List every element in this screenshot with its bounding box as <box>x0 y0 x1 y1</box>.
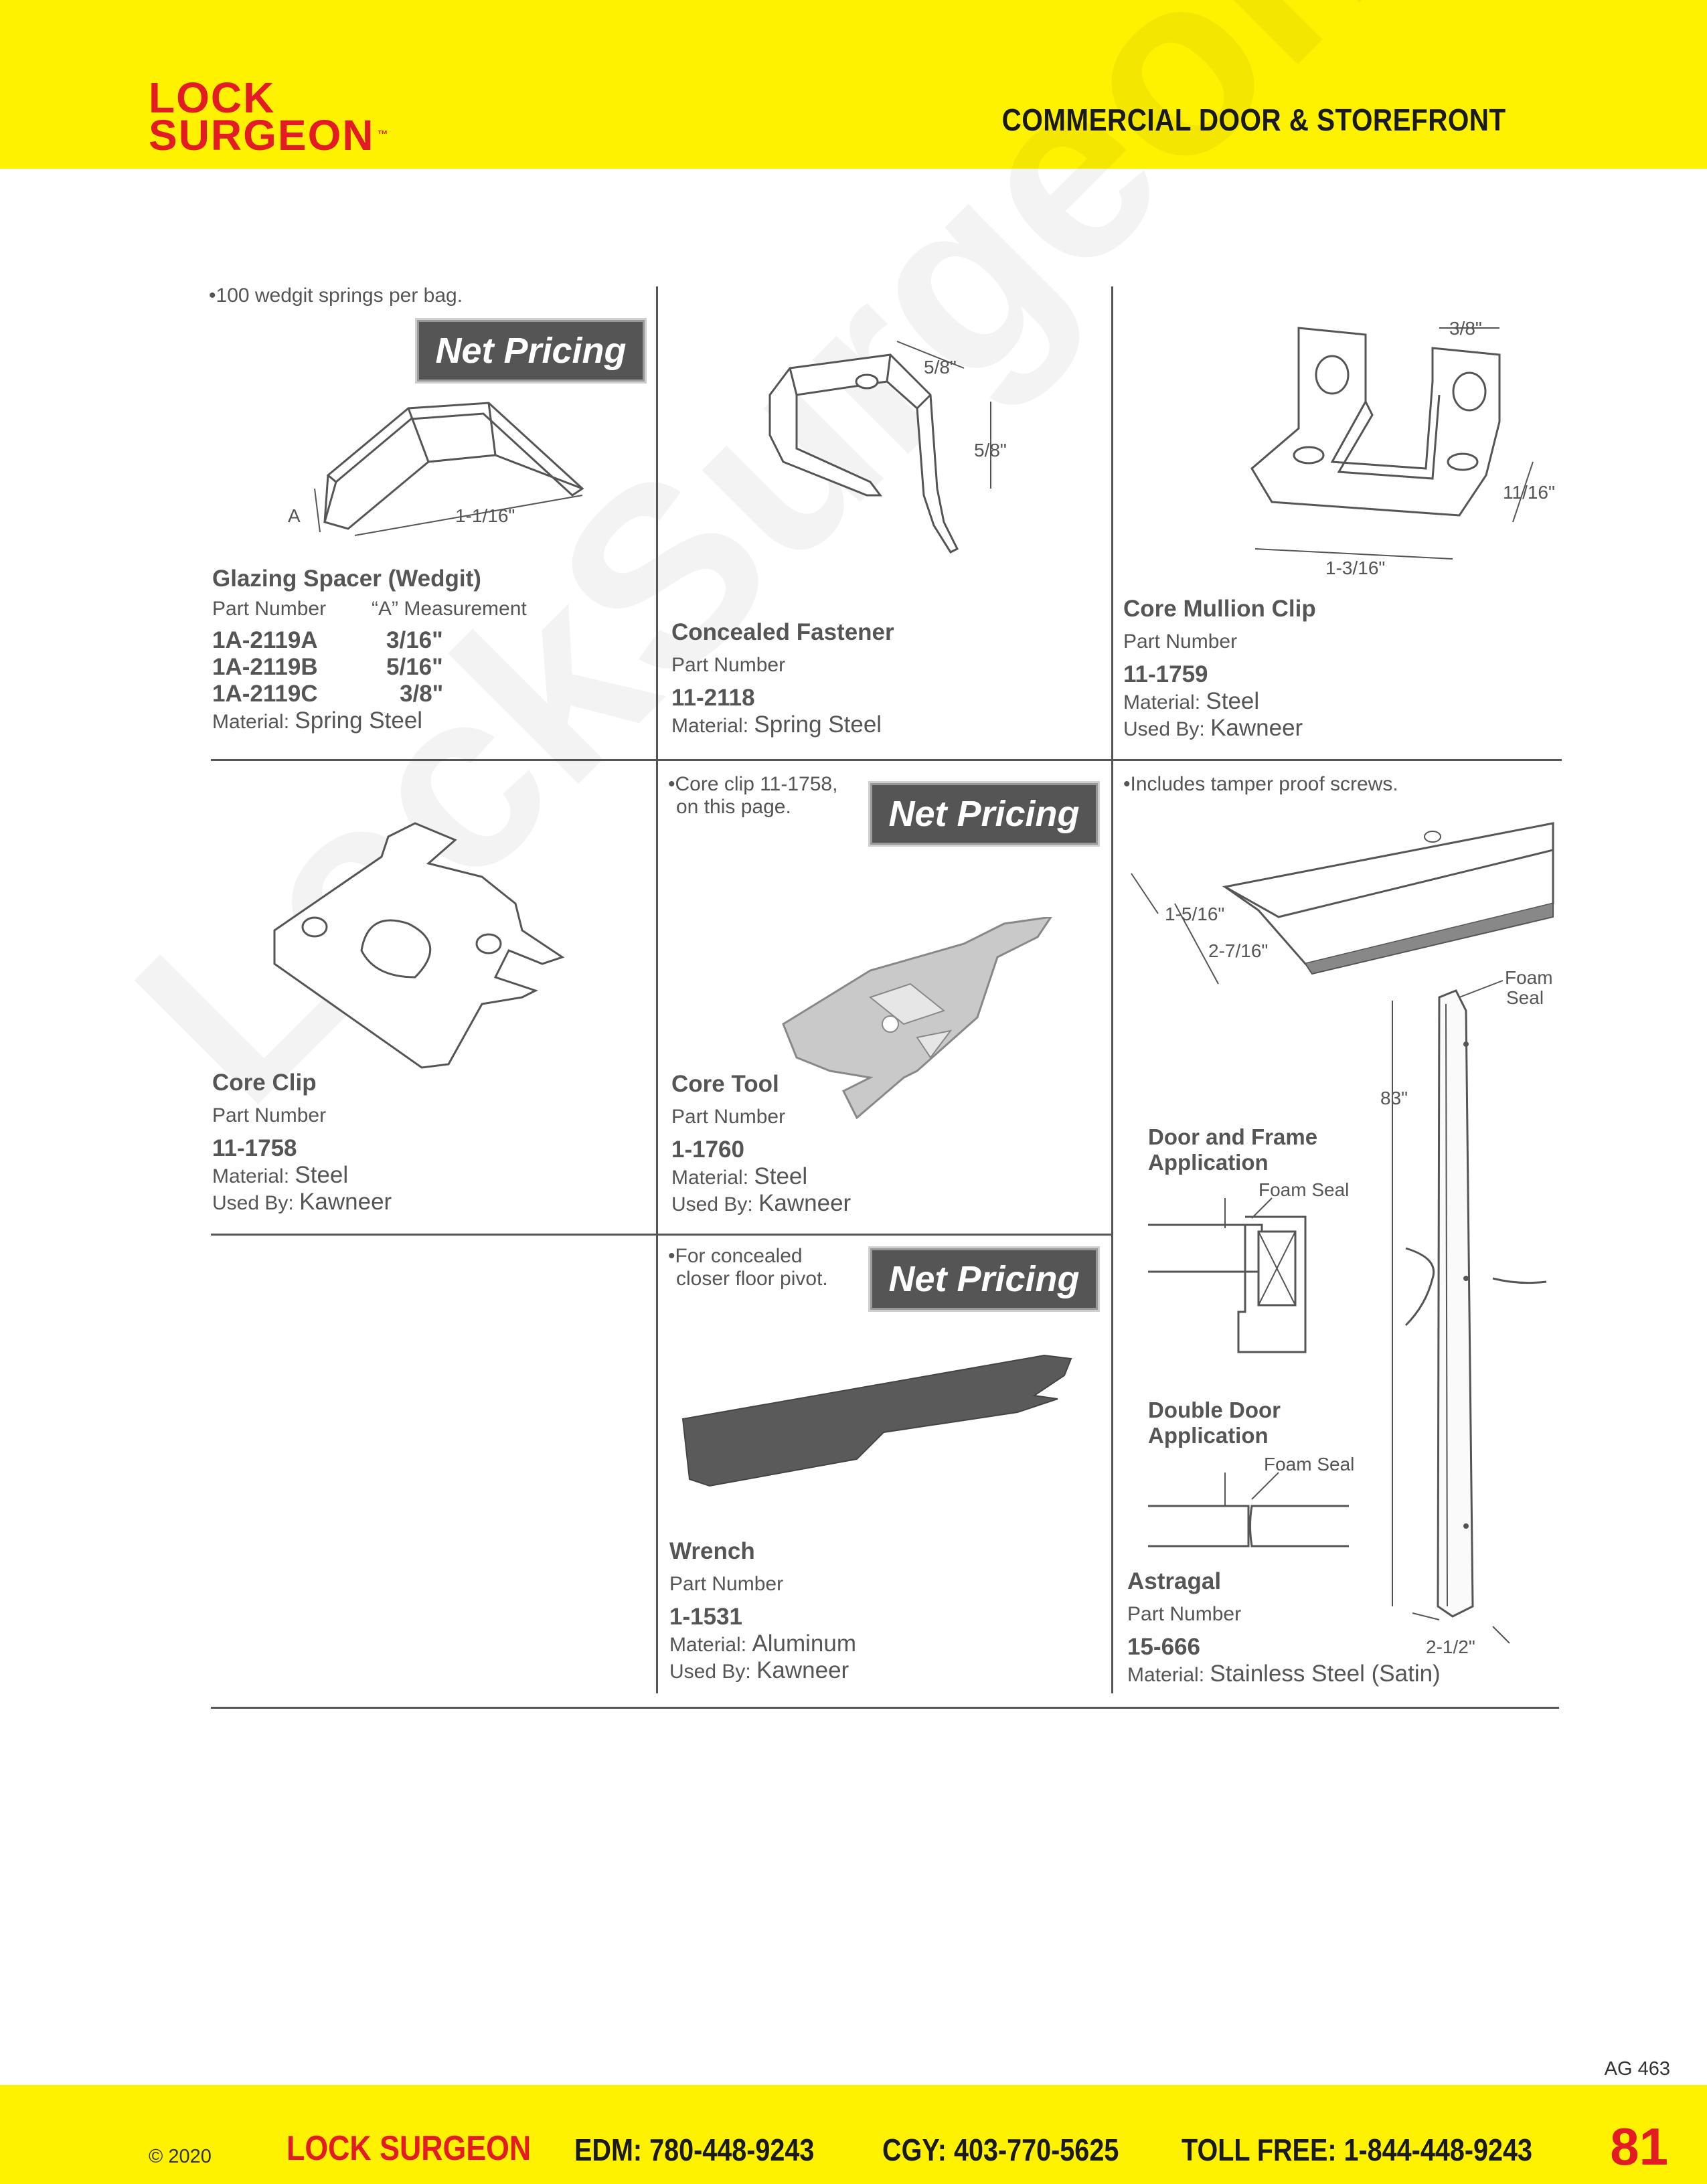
used-by-value: Kawneer <box>299 1189 392 1215</box>
wedgit-illustration <box>268 388 616 562</box>
wedgit-table <box>212 627 641 707</box>
wedgit-title: Glazing Spacer (Wedgit) <box>212 566 481 592</box>
part-number-label: Part Number <box>1127 1603 1242 1625</box>
material-label: Material: <box>1123 691 1201 713</box>
material-value: Spring Steel <box>754 711 882 738</box>
dim-a-label: 1-5/16" <box>1165 904 1225 924</box>
core-tool-material <box>671 1163 851 1190</box>
grid-hline-3 <box>211 1707 1559 1709</box>
foam-seal-line-2: Seal <box>1506 987 1544 1008</box>
core-tool-note <box>668 773 837 819</box>
table-row <box>212 681 641 707</box>
material-label: Material: <box>671 1167 749 1189</box>
heading-line: Door and Frame <box>1148 1124 1318 1149</box>
edmonton-phone: EDM: 780-448-9243 <box>574 2132 815 2167</box>
part-number-label: Part Number <box>212 1104 327 1126</box>
dim-length-label: 83" <box>1380 1088 1408 1108</box>
net-pricing-badge: Net Pricing <box>417 320 645 382</box>
used-by-label: Used By: <box>1123 718 1205 740</box>
dim-length-label: 1-1/16" <box>455 505 515 526</box>
wrench-material <box>669 1630 856 1657</box>
logo-line-2: SURGEON <box>149 111 375 159</box>
core-tool-title: Core Tool <box>671 1071 779 1097</box>
dim-bottom-label: 1-3/16" <box>1325 558 1386 578</box>
part-number: 11-2118 <box>671 685 755 711</box>
toll-free-phone: TOLL FREE: 1-844-448-9243 <box>1182 2132 1533 2167</box>
dim-side-label: 5/8" <box>974 440 1007 460</box>
used-by-label: Used By: <box>671 1193 753 1215</box>
material-label: Material: <box>669 1634 747 1656</box>
logo-line-1: LOCK <box>149 74 276 122</box>
page-number: 81 <box>1610 2117 1668 2176</box>
used-by-value: Kawneer <box>1210 715 1303 741</box>
foam-seal-label: Foam Seal <box>1258 1179 1350 1200</box>
core-clip-used-by <box>212 1189 392 1215</box>
mullion-clip-title: Core Mullion Clip <box>1123 596 1316 622</box>
wedgit-note: •100 wedgit springs per bag. <box>209 284 463 307</box>
trademark-mark: ™ <box>377 129 390 141</box>
material-value: Steel <box>295 1162 349 1188</box>
wrench-note <box>668 1245 828 1290</box>
a-measurement: 3/16" <box>386 627 443 653</box>
dim-a-label: A <box>288 505 301 526</box>
grid-vline-1 <box>656 286 658 1693</box>
core-clip-illustration <box>254 810 629 1078</box>
page-title: COMMERCIAL DOOR & STOREFRONT <box>1002 102 1506 137</box>
a-measurement: 3/8" <box>400 681 444 707</box>
mullion-clip-used-by <box>1123 715 1316 742</box>
used-by-label: Used By: <box>212 1192 294 1214</box>
net-pricing-badge: Net Pricing <box>870 1248 1098 1310</box>
note-line: •Core clip 11-1758, <box>668 773 838 795</box>
core-clip-info <box>212 1070 392 1215</box>
wrench-used-by <box>669 1657 856 1684</box>
table-row <box>212 627 641 654</box>
used-by-value: Kawneer <box>758 1190 851 1216</box>
dim-b-label: 2-7/16" <box>1208 940 1269 961</box>
material-label: Material: <box>212 1165 290 1187</box>
material-label: Material: <box>671 715 749 737</box>
grid-hline-2 <box>211 1234 1113 1236</box>
material-value: Aluminum <box>752 1630 856 1657</box>
wedgit-material <box>212 707 641 734</box>
col-a-measurement: “A” Measurement <box>372 598 527 620</box>
part-number: 1-1760 <box>671 1137 744 1163</box>
note-line: on this page. <box>676 796 791 818</box>
double-door-heading <box>1148 1398 1281 1448</box>
dim-top-label: 5/8" <box>924 357 957 377</box>
material-value: Steel <box>1206 688 1260 714</box>
copyright: © 2020 <box>149 2146 212 2167</box>
a-measurement: 5/16" <box>386 654 443 680</box>
core-clip-title: Core Clip <box>212 1070 317 1096</box>
door-frame-heading <box>1148 1124 1317 1175</box>
material-label: Material: <box>212 711 290 733</box>
heading-line: Double Door <box>1148 1398 1281 1422</box>
net-pricing-badge: Net Pricing <box>870 783 1098 845</box>
material-value: Stainless Steel (Satin) <box>1210 1661 1441 1687</box>
core-tool-used-by <box>671 1190 851 1217</box>
part-number-label: Part Number <box>1123 631 1238 653</box>
calgary-phone: CGY: 403-770-5625 <box>882 2132 1119 2167</box>
wedgit-info <box>212 566 641 734</box>
heading-line: Application <box>1148 1423 1269 1448</box>
catalog-code: AG 463 <box>1604 2058 1670 2080</box>
part-number-label: Part Number <box>671 1106 786 1128</box>
note-line: •For concealed <box>668 1245 803 1267</box>
material-value: Steel <box>754 1163 808 1189</box>
table-row <box>212 654 641 681</box>
concealed-fastener-material <box>671 711 894 738</box>
note-line: closer floor pivot. <box>676 1268 828 1290</box>
material-label: Material: <box>1127 1664 1205 1686</box>
grid-hline-1 <box>211 759 1562 761</box>
used-by-label: Used By: <box>669 1661 751 1683</box>
core-clip-material <box>212 1162 392 1189</box>
footer-brand: LOCK SURGEON <box>287 2129 532 2168</box>
used-by-value: Kawneer <box>756 1657 849 1683</box>
part-number: 11-1758 <box>212 1135 297 1161</box>
mullion-clip-illustration <box>1232 301 1566 602</box>
core-tool-info <box>671 1071 851 1217</box>
foam-seal-line-1: Foam <box>1505 967 1553 988</box>
astragal-material <box>1127 1661 1441 1687</box>
wrench-info <box>669 1538 856 1684</box>
part-number: 11-1759 <box>1123 661 1208 687</box>
wrench-title: Wrench <box>669 1538 755 1564</box>
mullion-clip-material <box>1123 688 1316 715</box>
part-number: 15-666 <box>1127 1634 1200 1660</box>
col-part-number: Part Number <box>212 598 327 620</box>
astragal-info <box>1127 1568 1441 1687</box>
concealed-fastener-info <box>671 619 894 738</box>
part-number-label: Part Number <box>671 654 786 676</box>
concealed-fastener-title: Concealed Fastener <box>671 619 894 645</box>
concealed-fastener-illustration <box>736 328 1018 569</box>
wedgit-columns <box>212 598 641 620</box>
mullion-clip-info <box>1123 596 1316 742</box>
dim-width-label: 2-1/2" <box>1426 1636 1475 1657</box>
astragal-illustration <box>1118 796 1560 1667</box>
part-number: 1A-2119C <box>212 681 318 707</box>
foam-seal-label: Foam Seal <box>1264 1454 1355 1475</box>
brand-logo <box>149 74 390 159</box>
astragal-note: •Includes tamper proof screws. <box>1123 773 1398 795</box>
dim-side-label: 11/16" <box>1503 482 1555 503</box>
part-number-label: Part Number <box>669 1573 784 1595</box>
part-number: 1A-2119B <box>212 654 318 680</box>
part-number: 1-1531 <box>669 1604 742 1630</box>
dim-top-label: 3/8" <box>1449 318 1482 339</box>
astragal-title: Astragal <box>1127 1568 1222 1594</box>
material-value: Spring Steel <box>295 707 423 734</box>
heading-line: Application <box>1148 1150 1269 1175</box>
wrench-illustration <box>669 1345 1098 1513</box>
part-number: 1A-2119A <box>212 627 318 653</box>
